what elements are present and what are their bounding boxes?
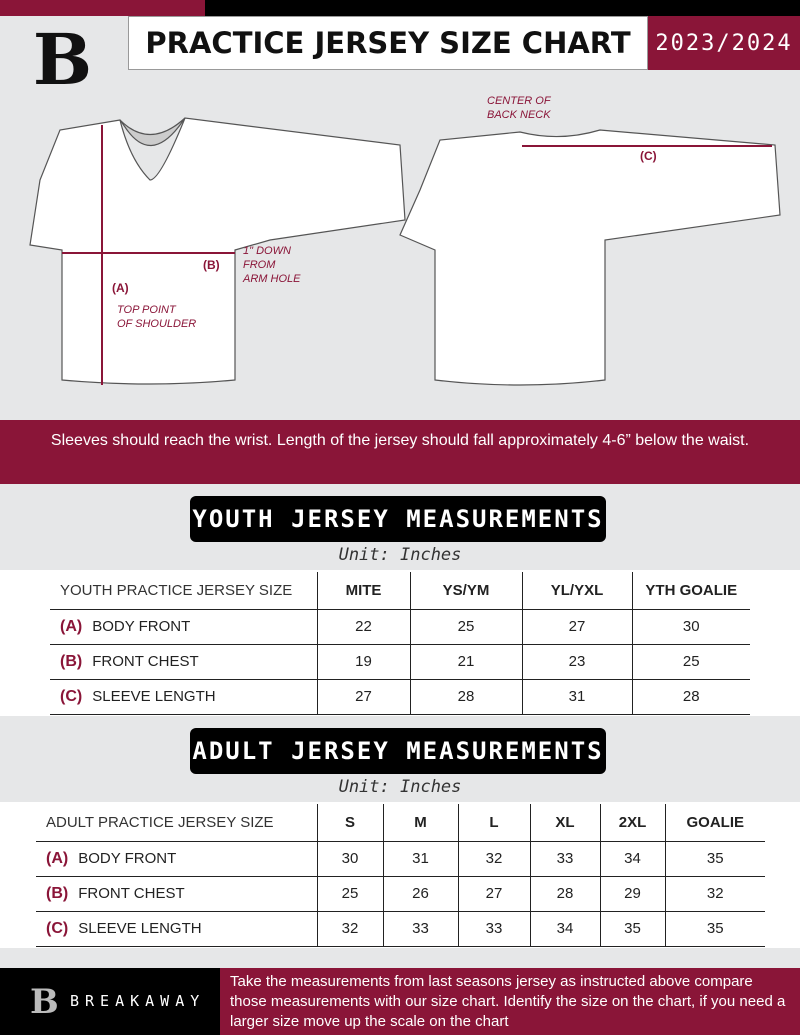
measurement-cell: 31 bbox=[522, 679, 632, 714]
measurement-cell: 28 bbox=[632, 679, 750, 714]
size-header: MITE bbox=[317, 572, 410, 609]
youth-unit: Unit: Inches bbox=[338, 545, 462, 565]
table-row bbox=[36, 841, 765, 876]
measurement-cell: 23 bbox=[522, 644, 632, 679]
front-jersey-outline bbox=[30, 118, 405, 384]
row-label bbox=[50, 609, 317, 644]
measure-label: FRONT CHEST bbox=[78, 884, 185, 902]
measurement-cell: 30 bbox=[317, 841, 383, 876]
youth-title: YOUTH JERSEY MEASUREMENTS bbox=[190, 496, 606, 542]
measure-label: SLEEVE LENGTH bbox=[78, 919, 202, 937]
back-jersey-outline bbox=[400, 130, 780, 385]
size-header: S bbox=[317, 804, 383, 841]
measurement-cell: 28 bbox=[410, 679, 522, 714]
label-c-note: CENTER OF BACK NECK bbox=[487, 95, 551, 121]
measurement-cell: 35 bbox=[600, 911, 665, 946]
footer-brand: BREAKAWAY bbox=[70, 992, 206, 1010]
measurement-cell: 31 bbox=[383, 841, 458, 876]
top-accent-bar bbox=[0, 0, 205, 16]
table-row bbox=[50, 609, 750, 644]
measurement-cell: 27 bbox=[522, 609, 632, 644]
label-a-note: TOP POINT OF SHOULDER bbox=[117, 304, 197, 330]
measurement-cell: 33 bbox=[458, 911, 530, 946]
size-header: YL/YXL bbox=[522, 572, 632, 609]
measurement-cell: 35 bbox=[665, 841, 765, 876]
table-header-label: YOUTH PRACTICE JERSEY SIZE bbox=[50, 572, 317, 609]
size-header: YTH GOALIE bbox=[632, 572, 750, 609]
table-row bbox=[36, 911, 765, 946]
label-a: (A) bbox=[112, 281, 129, 295]
table-row bbox=[36, 876, 765, 911]
size-header: L bbox=[458, 804, 530, 841]
footer-instructions: Take the measurements from last seasons jersey as instructed above compare those measurements with our size chart. Identify the size on the chart, if you need a larger size move up the scale on the chart bbox=[220, 968, 800, 1035]
measurement-cell: 32 bbox=[665, 876, 765, 911]
measure-code: (A) bbox=[46, 849, 69, 867]
measure-code: (B) bbox=[46, 884, 69, 902]
measurement-cell: 28 bbox=[530, 876, 600, 911]
measurement-cell: 30 bbox=[632, 609, 750, 644]
measurement-cell: 27 bbox=[317, 679, 410, 714]
table-row bbox=[50, 679, 750, 714]
measure-code: (A) bbox=[60, 617, 83, 635]
row-label bbox=[50, 679, 317, 714]
top-black-bar bbox=[205, 0, 800, 16]
size-header: YS/YM bbox=[410, 572, 522, 609]
adult-unit: Unit: Inches bbox=[338, 777, 462, 797]
measurement-cell: 22 bbox=[317, 609, 410, 644]
measurement-cell: 33 bbox=[530, 841, 600, 876]
label-c: (C) bbox=[640, 149, 657, 163]
measure-code: (B) bbox=[60, 652, 83, 670]
measure-label: FRONT CHEST bbox=[92, 652, 199, 670]
jersey-diagram bbox=[0, 70, 800, 420]
size-header: GOALIE bbox=[665, 804, 765, 841]
measurement-cell: 32 bbox=[458, 841, 530, 876]
adult-title: ADULT JERSEY MEASUREMENTS bbox=[190, 728, 606, 774]
measurement-cell: 19 bbox=[317, 644, 410, 679]
size-header: 2XL bbox=[600, 804, 665, 841]
measurement-cell: 25 bbox=[317, 876, 383, 911]
size-header: M bbox=[383, 804, 458, 841]
table-row bbox=[50, 644, 750, 679]
measure-label: BODY FRONT bbox=[78, 849, 177, 867]
row-label bbox=[50, 644, 317, 679]
measurement-cell: 34 bbox=[530, 911, 600, 946]
measurement-cell: 32 bbox=[317, 911, 383, 946]
row-label bbox=[36, 911, 317, 946]
measurement-cell: 33 bbox=[383, 911, 458, 946]
table-header-label: ADULT PRACTICE JERSEY SIZE bbox=[36, 804, 317, 841]
measurement-cell: 34 bbox=[600, 841, 665, 876]
row-label bbox=[36, 876, 317, 911]
youth-table bbox=[50, 572, 750, 715]
brand-logo: B bbox=[32, 18, 93, 101]
instruction-banner: Sleeves should reach the wrist. Length of the jersey should fall approximately 4-6” below the waist. bbox=[0, 420, 800, 484]
adult-table bbox=[36, 804, 765, 947]
measure-label: SLEEVE LENGTH bbox=[92, 687, 216, 705]
measurement-cell: 27 bbox=[458, 876, 530, 911]
season-badge: 2023/2024 bbox=[648, 16, 800, 70]
measure-code: (C) bbox=[46, 919, 69, 937]
measurement-cell: 26 bbox=[383, 876, 458, 911]
measurement-cell: 29 bbox=[600, 876, 665, 911]
measurement-cell: 25 bbox=[410, 609, 522, 644]
row-label bbox=[36, 841, 317, 876]
measurement-cell: 21 bbox=[410, 644, 522, 679]
measurement-cell: 25 bbox=[632, 644, 750, 679]
label-b: (B) bbox=[203, 258, 220, 272]
measure-label: BODY FRONT bbox=[92, 617, 191, 635]
size-header: XL bbox=[530, 804, 600, 841]
page-title: PRACTICE JERSEY SIZE CHART bbox=[128, 16, 648, 70]
label-b-note: 1" DOWN FROM ARM HOLE bbox=[243, 245, 301, 285]
footer-logo: B bbox=[30, 982, 59, 1022]
measurement-cell: 35 bbox=[665, 911, 765, 946]
measure-code: (C) bbox=[60, 687, 83, 705]
